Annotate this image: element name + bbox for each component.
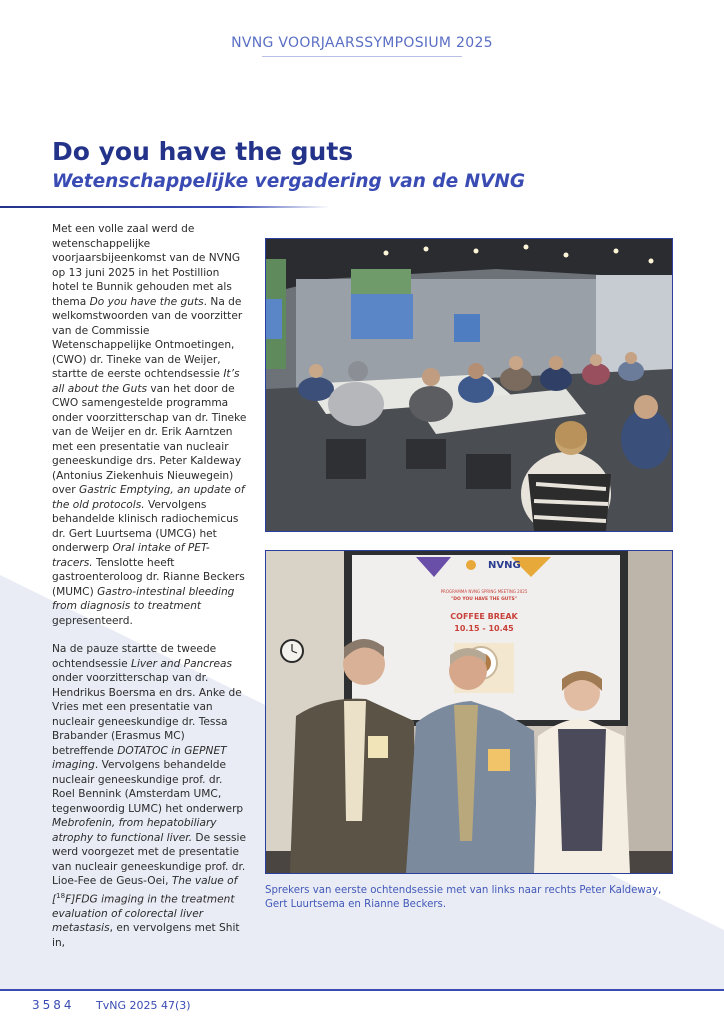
photo-caption: Sprekers van eerste ochtendsessie met van links naar rechts Peter Kaldeway, Gert Luurtsema en Rianne Beckers.: [265, 885, 662, 910]
journal-reference: TvNG 2025 47(3): [96, 999, 191, 1012]
slide-time: 10.15 - 10.45: [454, 624, 514, 633]
header-divider: [262, 56, 462, 57]
slide-coffee-break: COFFEE BREAK: [450, 612, 518, 621]
paragraph-1: Met een volle zaal werd de wetenschappelijke voorjaarsbijeenkomst van de NVNG op 13 juni 2025 in het Postillion hotel te Bunnik gehouden met als thema Do you have the guts. Na de welkomstwoorden van de voorzitter van de Commissie Wetenschappelijke Ontmoetingen, (CWO) dr. Tineke van de Weijer, startte de eerste ochtendsessie It’s all about the Guts van het door de CWO samengestelde programma onder voorzitterschap van dr. Tineke van de Weijer en dr. Erik Aarntzen met een presentatie van nucleair geneeskundige drs. Peter Kaldeway (Antonius Ziekenhuis Nieuwegein) over Gastric Emptying, an update of the old protocols. Vervolgens behandelde klinisch radiochemicus dr. Gert Luurtsema (UMCG) het onderwerp Oral intake of PET-tracers. Tenslotte heeft gastroenteroloog dr. Rianne Beckers (MUMC) Gastro-intestinal bleeding from diagnosis to treatment gepresenteerd.: [52, 223, 247, 627]
slide-program-line: PROGRAMMA NVNG SPRING MEETING 2025: [440, 589, 528, 594]
article-subtitle: Wetenschappelijke vergadering van de NVNG: [52, 171, 526, 192]
running-header: NVNG VOORJAARSSYMPOSIUM 2025: [231, 35, 493, 51]
slide-theme-line: "DO YOU HAVE THE GUTS": [450, 597, 518, 602]
slide-logo-text: NVNG: [488, 560, 521, 571]
paragraph-2: Na de pauze startte de tweede ochtendsessie Liver and Pancreas onder voorzitterschap van dr. Hendrikus Boersma en drs. Anke de Vries met een presentatie van nucleair geneeskundige dr. Tessa Brabander (Erasmus MC) betreffende DOTATOC in GEPNET imaging. Vervolgens behandelde nucleair geneeskundige prof. dr. Roel Bennink (Amsterdam UMC, tegenwoordig LUMC) het onderwerp Mebrofenin, from hepatobiliary atrophy to functional liver. De sessie werd voorgezet met de presentatie van nucleair geneeskundige prof. dr. Lioe-Fee de Geus-Oei, The value of [$^{18}$F]FDG imaging in the treatment evaluation of colorectal liver metastasis, en vervolgens met Shit in,: [52, 643, 247, 949]
article-body: [52, 222, 248, 964]
photo-conference-room: [265, 238, 673, 532]
article-title: Do you have the guts: [52, 137, 354, 166]
photo-speakers: [265, 550, 673, 874]
title-divider: [0, 206, 330, 208]
page-number: 3584: [32, 998, 75, 1012]
footer-divider: [0, 989, 724, 991]
